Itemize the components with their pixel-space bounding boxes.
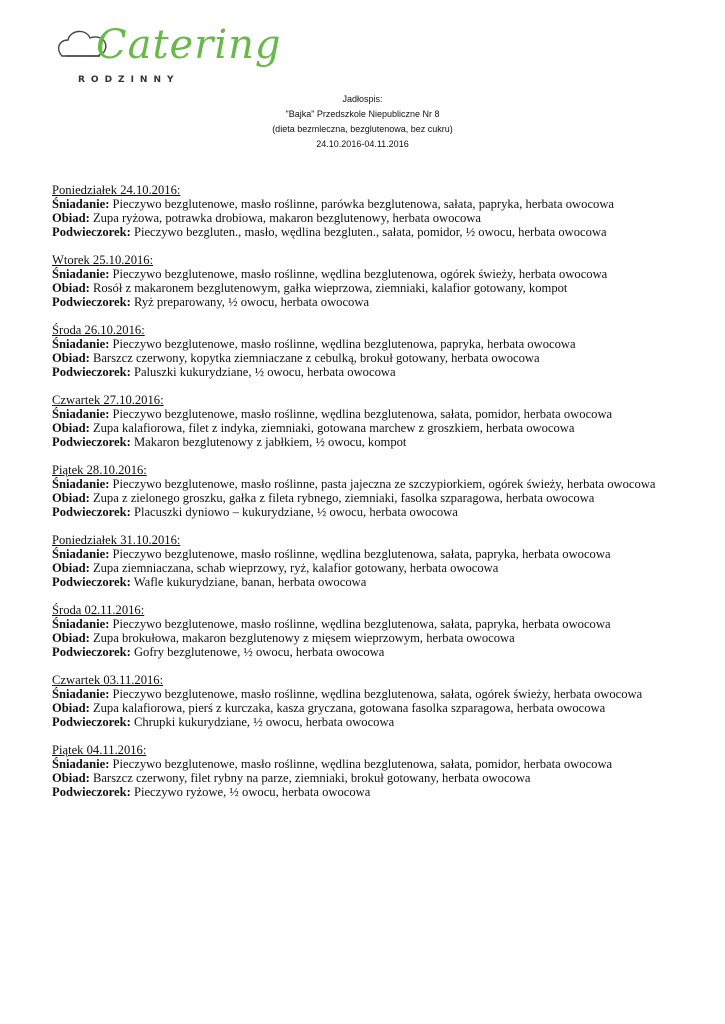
header-school: "Bajka" Przedszkole Niepubliczne Nr 8 xyxy=(285,109,440,119)
lunch-text: Zupa ryżowa, potrawka drobiowa, makaron bezglutenowy, herbata owocowa xyxy=(89,211,481,225)
breakfast-text: Pieczywo bezglutenowe, masło roślinne, wędlina bezglutenowa, sałata, pomidor, herbata owocowa xyxy=(109,757,613,771)
day-title: Poniedziałek 24.10.2016: xyxy=(52,183,181,197)
breakfast-text: Pieczywo bezglutenowe, masło roślinne, wędlina bezglutenowa, sałata, pomidor, herbata owocowa xyxy=(109,407,613,421)
breakfast-row xyxy=(52,337,692,351)
snack-row xyxy=(52,785,692,799)
snack-label: Podwieczorek: xyxy=(52,505,131,519)
day-block xyxy=(52,533,692,589)
breakfast-text: Pieczywo bezglutenowe, masło roślinne, wędlina bezglutenowa, sałata, papryka, herbata owocowa xyxy=(109,547,611,561)
header-title: Jadłospis: xyxy=(342,94,383,104)
day-block xyxy=(52,743,692,799)
logo-title: Catering xyxy=(96,22,282,68)
lunch-text: Zupa ziemniaczana, schab wieprzowy, ryż, kalafior gotowany, herbata owocowa xyxy=(89,561,499,575)
lunch-row xyxy=(52,631,692,645)
breakfast-label: Śniadanie: xyxy=(52,197,110,211)
lunch-row xyxy=(52,561,692,575)
snack-label: Podwieczorek: xyxy=(52,715,131,729)
snack-text: Ryż preparowany, ½ owocu, herbata owocowa xyxy=(130,295,370,309)
snack-row xyxy=(52,645,692,659)
lunch-label: Obiad: xyxy=(52,701,90,715)
snack-label: Podwieczorek: xyxy=(52,785,131,799)
snack-label: Podwieczorek: xyxy=(52,575,131,589)
lunch-row xyxy=(52,281,692,295)
day-title: Piątek 28.10.2016: xyxy=(52,463,147,477)
lunch-label: Obiad: xyxy=(52,771,90,785)
breakfast-row xyxy=(52,547,692,561)
lunch-label: Obiad: xyxy=(52,421,90,435)
snack-row xyxy=(52,715,692,729)
breakfast-text: Pieczywo bezglutenowe, masło roślinne, wędlina bezglutenowa, sałata, papryka, herbata owocowa xyxy=(109,617,611,631)
lunch-row xyxy=(52,351,692,365)
breakfast-label: Śniadanie: xyxy=(52,407,110,421)
lunch-row xyxy=(52,421,692,435)
day-title: Środa 26.10.2016: xyxy=(52,323,145,337)
day-title: Środa 02.11.2016: xyxy=(52,603,145,617)
day-block xyxy=(52,393,692,449)
lunch-text: Zupa z zielonego groszku, gałka z fileta rybnego, ziemniaki, fasolka szparagowa, herbata owocowa xyxy=(89,491,595,505)
lunch-text: Rosół z makaronem bezglutenowym, gałka wieprzowa, ziemniaki, kalafior gotowany, kompot xyxy=(89,281,568,295)
snack-row xyxy=(52,575,692,589)
lunch-row xyxy=(52,771,692,785)
breakfast-text: Pieczywo bezglutenowe, masło roślinne, pasta jajeczna ze szczypiorkiem, ogórek świeży, herbata owocowa xyxy=(109,477,656,491)
lunch-label: Obiad: xyxy=(52,491,90,505)
breakfast-text: Pieczywo bezglutenowe, masło roślinne, parówka bezglutenowa, sałata, papryka, herbata owocowa xyxy=(109,197,615,211)
day-block xyxy=(52,673,692,729)
day-title: Czwartek 27.10.2016: xyxy=(52,393,164,407)
snack-row xyxy=(52,365,692,379)
day-title: Piątek 04.11.2016: xyxy=(52,743,147,757)
snack-label: Podwieczorek: xyxy=(52,435,131,449)
snack-text: Makaron bezglutenowy z jabłkiem, ½ owocu, kompot xyxy=(130,435,407,449)
breakfast-row xyxy=(52,267,692,281)
lunch-row xyxy=(52,491,692,505)
lunch-row xyxy=(52,701,692,715)
snack-text: Chrupki kukurydziane, ½ owocu, herbata owocowa xyxy=(130,715,395,729)
menu-header xyxy=(0,92,725,152)
breakfast-label: Śniadanie: xyxy=(52,267,110,281)
breakfast-row xyxy=(52,477,692,491)
lunch-text: Zupa brokułowa, makaron bezglutenowy z mięsem wieprzowym, herbata owocowa xyxy=(89,631,515,645)
header-dates: 24.10.2016-04.11.2016 xyxy=(316,139,409,149)
breakfast-label: Śniadanie: xyxy=(52,687,110,701)
breakfast-row xyxy=(52,197,692,211)
day-block xyxy=(52,603,692,659)
day-title: Poniedziałek 31.10.2016: xyxy=(52,533,181,547)
day-block xyxy=(52,323,692,379)
breakfast-row xyxy=(52,407,692,421)
breakfast-label: Śniadanie: xyxy=(52,337,110,351)
day-block xyxy=(52,463,692,519)
day-block xyxy=(52,183,692,239)
breakfast-label: Śniadanie: xyxy=(52,757,110,771)
breakfast-label: Śniadanie: xyxy=(52,547,110,561)
snack-label: Podwieczorek: xyxy=(52,295,131,309)
day-title: Wtorek 25.10.2016: xyxy=(52,253,154,267)
breakfast-label: Śniadanie: xyxy=(52,617,110,631)
breakfast-text: Pieczywo bezglutenowe, masło roślinne, wędlina bezglutenowa, sałata, ogórek świeży, herbata owocowa xyxy=(109,687,643,701)
snack-text: Pieczywo ryżowe, ½ owocu, herbata owocowa xyxy=(130,785,371,799)
breakfast-row xyxy=(52,757,692,771)
lunch-text: Zupa kalafiorowa, filet z indyka, ziemniaki, gotowana marchew z groszkiem, herbata owocowa xyxy=(89,421,575,435)
snack-text: Placuszki dyniowo – kukurydziane, ½ owocu, herbata owocowa xyxy=(130,505,458,519)
lunch-label: Obiad: xyxy=(52,351,90,365)
breakfast-text: Pieczywo bezglutenowe, masło roślinne, wędlina bezglutenowa, papryka, herbata owocowa xyxy=(109,337,576,351)
logo-subtitle: RODZINNY xyxy=(78,75,180,85)
snack-text: Gofry bezglutenowe, ½ owocu, herbata owocowa xyxy=(130,645,385,659)
lunch-text: Zupa kalafiorowa, pierś z kurczaka, kasza gryczana, gotowana fasolka szparagowa, herbata owocowa xyxy=(89,701,606,715)
snack-text: Pieczywo bezgluten., masło, wędlina bezgluten., sałata, pomidor, ½ owocu, herbata owocowa xyxy=(130,225,607,239)
day-title: Czwartek 03.11.2016: xyxy=(52,673,164,687)
breakfast-label: Śniadanie: xyxy=(52,477,110,491)
snack-row xyxy=(52,295,692,309)
lunch-label: Obiad: xyxy=(52,281,90,295)
snack-text: Paluszki kukurydziane, ½ owocu, herbata owocowa xyxy=(130,365,396,379)
snack-label: Podwieczorek: xyxy=(52,365,131,379)
lunch-row xyxy=(52,211,692,225)
breakfast-row xyxy=(52,687,692,701)
breakfast-text: Pieczywo bezglutenowe, masło roślinne, wędlina bezglutenowa, ogórek świeży, herbata owocowa xyxy=(109,267,608,281)
snack-label: Podwieczorek: xyxy=(52,645,131,659)
breakfast-row xyxy=(52,617,692,631)
day-block xyxy=(52,253,692,309)
lunch-text: Barszcz czerwony, filet rybny na parze, ziemniaki, brokuł gotowany, herbata owocowa xyxy=(89,771,531,785)
menu-days xyxy=(52,183,692,813)
snack-label: Podwieczorek: xyxy=(52,225,131,239)
lunch-label: Obiad: xyxy=(52,561,90,575)
lunch-label: Obiad: xyxy=(52,631,90,645)
header-diet: (dieta bezmleczna, bezglutenowa, bez cukru) xyxy=(272,124,453,134)
lunch-text: Barszcz czerwony, kopytka ziemniaczane z cebulką, brokuł gotowany, herbata owocowa xyxy=(89,351,540,365)
snack-row xyxy=(52,225,692,239)
snack-row xyxy=(52,505,692,519)
snack-text: Wafle kukurydziane, banan, herbata owocowa xyxy=(130,575,367,589)
lunch-label: Obiad: xyxy=(52,211,90,225)
catering-logo xyxy=(54,20,282,100)
snack-row xyxy=(52,435,692,449)
